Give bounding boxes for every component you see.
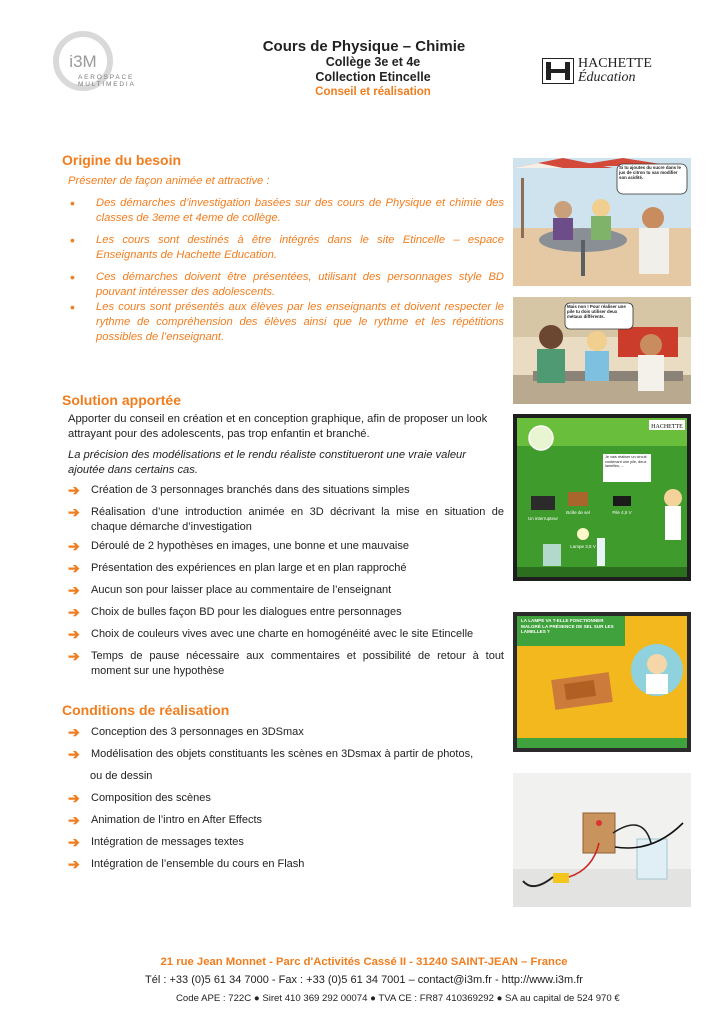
image-circuit-photo <box>513 773 691 907</box>
bullet-text: Les cours sont destinés à être intégrés dans le site Etincelle – espace Enseignants de Hachette Education. <box>96 234 504 261</box>
arrow-right-icon: ➔ <box>68 790 80 806</box>
bullet-icon: • <box>70 232 75 248</box>
bullet-icon: • <box>70 299 75 315</box>
origine-bullet <box>70 233 504 263</box>
arrow-right-icon: ➔ <box>68 648 80 664</box>
section-title-origine: Origine du besoin <box>62 152 182 168</box>
solution-item <box>68 505 504 535</box>
item-text: Temps de pause nécessaire aux commentaires et possibilité de retour à tout moment sur une hypothèse <box>91 650 504 677</box>
item-text: Déroulé de 2 hypothèses en images, une bonne et une mauvaise <box>91 540 409 552</box>
condition-item <box>68 747 504 762</box>
hachette-division: Éducation <box>578 70 636 85</box>
solution-item <box>68 539 504 554</box>
screen-question: LA LAMPE VA T-ELLE FONCTIONNER MALGRÉ LA PRÉSENCE DE SEL SUR LES LAMELLES ? <box>521 618 614 634</box>
speech-bubble-2: Mais non ! Pour réaliser une pile tu dois utiliser deux métaux différents. <box>567 304 626 319</box>
origine-bullet <box>70 300 504 345</box>
arrow-right-icon: ➔ <box>68 482 80 498</box>
footer-legal: Code APE : 722C ● Siret 410 369 292 00074 ● TVA CE : FR87 410369292 ● SA au capital de 524 970 € <box>176 993 620 1004</box>
section-title-conditions: Conditions de réalisation <box>62 702 230 718</box>
label-sel: Boîte de sel <box>566 510 590 515</box>
item-text: Composition des scènes <box>91 792 211 804</box>
subtitle-collection: Collection Etincelle <box>315 70 431 84</box>
arrow-right-icon: ➔ <box>68 834 80 850</box>
condition-item <box>68 835 504 850</box>
condition-item <box>68 857 504 872</box>
arrow-right-icon: ➔ <box>68 604 80 620</box>
bullet-text: Les cours sont présentés aux élèves par les enseignants et doivent respecter le rythme de compréhension des élèves ainsi que le rythme et les répétitions possibles de l’enseignant. <box>96 301 504 343</box>
footer-contact: Tél : +33 (0)5 61 34 7000 - Fax : +33 (0)5 61 34 7001 – contact@i3m.fr - http://www.i3m.fr <box>145 974 583 986</box>
solution-item <box>68 649 504 679</box>
hachette-name: HACHETTE <box>578 56 652 71</box>
arrow-right-icon: ➔ <box>68 812 80 828</box>
item-text: Aucun son pour laisser place au commentaire de l’enseignant <box>91 584 392 596</box>
item-text: Création de 3 personnages branchés dans des situations simples <box>91 484 410 496</box>
label-pile: Pile 4,5 V <box>612 510 632 515</box>
origine-bullet <box>70 270 504 300</box>
bullet-text: Des démarches d’investigation basées sur des cours de Physique et chimie des classes de 3eme et 4eme de collège. <box>96 197 504 224</box>
hachette-logo-mark <box>542 58 574 84</box>
solution-item <box>68 627 504 642</box>
logo-tag-1: AEROSPACE <box>78 74 135 81</box>
arrow-right-icon: ➔ <box>68 504 80 520</box>
arrow-right-icon: ➔ <box>68 724 80 740</box>
bullet-icon: • <box>70 269 75 285</box>
item-text: Choix de couleurs vives avec une charte en homogénéité avec le site Etincelle <box>91 628 474 640</box>
condition-continuation: ou de dessin <box>90 770 153 782</box>
arrow-right-icon: ➔ <box>68 856 80 872</box>
solution-item <box>68 483 504 498</box>
page-title: Cours de Physique – Chimie <box>262 38 466 55</box>
condition-item <box>68 725 504 740</box>
item-text: Intégration de messages textes <box>91 836 244 848</box>
condition-item <box>68 791 504 806</box>
origine-intro: Présenter de façon animée et attractive : <box>68 175 270 187</box>
footer-address: 21 rue Jean Monnet - Parc d'Activités Cassé II - 31240 SAINT-JEAN – France <box>160 956 568 968</box>
label-lampe: Lampe 3,5 V <box>570 544 596 549</box>
hachette-emblem-icon <box>543 59 573 83</box>
arrow-right-icon: ➔ <box>68 582 80 598</box>
image-kitchen-scene <box>513 297 691 404</box>
item-text: Modélisation des objets constituants les scènes en 3Dsmax à partir de photos, <box>91 748 474 760</box>
bullet-text: Ces démarches doivent être présentées, utilisant des personnages style BD pouvant intéresser des adolescents. <box>96 271 504 298</box>
item-text: Conception des 3 personnages en 3DSmax <box>91 726 304 738</box>
origine-bullet <box>70 196 504 226</box>
logo-tag-2: MULTIMEDIA <box>78 81 136 88</box>
hachette-logo-text <box>578 57 652 85</box>
arrow-right-icon: ➔ <box>68 626 80 642</box>
hachette-badge: HACHETTE <box>651 424 683 430</box>
subtitle-service: Conseil et réalisation <box>315 86 431 98</box>
item-text: Présentation des expériences en plan large et en plan rapproché <box>91 562 407 574</box>
speech-bubble-1: Si tu ajoutes du sucre dans le jus de citron tu vas modifier son acidité. <box>619 165 681 180</box>
image-lab-screen <box>513 414 691 581</box>
image-cafe-scene <box>513 158 691 286</box>
item-text: Choix de bulles façon BD pour les dialogues entre personnages <box>91 606 402 618</box>
item-text: Réalisation d’une introduction animée en 3D décrivant la mise en situation de chaque démarche d’investigation <box>91 506 504 533</box>
condition-item <box>68 813 504 828</box>
arrow-right-icon: ➔ <box>68 538 80 554</box>
solution-item <box>68 583 504 598</box>
speech-bubble-3: Je vais réaliser un circuit contenant une pile, deux lamelles, ... <box>605 455 647 468</box>
solution-item <box>68 605 504 620</box>
logo-name: i3M <box>69 52 97 71</box>
solution-item <box>68 561 504 576</box>
image-question-screen <box>513 612 691 752</box>
label-interrupteur: Un interrupteur <box>527 516 559 521</box>
section-title-solution: Solution apportée <box>62 392 181 408</box>
item-text: Animation de l’intro en After Effects <box>91 814 262 826</box>
subtitle-level: Collège 3e et 4e <box>325 55 421 69</box>
arrow-right-icon: ➔ <box>68 560 80 576</box>
solution-emphasis: La précision des modélisations et le rendu réaliste constitueront une vraie valeur ajoutée dans certains cas. <box>68 449 467 476</box>
item-text: Intégration de l’ensemble du cours en Flash <box>91 858 305 870</box>
logo-tagline <box>78 74 136 88</box>
bullet-icon: • <box>70 195 75 211</box>
solution-paragraph: Apporter du conseil en création et en conception graphique, afin de proposer un look attrayant pour des adolescents, pas trop enfantin et branché. <box>68 413 488 440</box>
arrow-right-icon: ➔ <box>68 746 80 762</box>
